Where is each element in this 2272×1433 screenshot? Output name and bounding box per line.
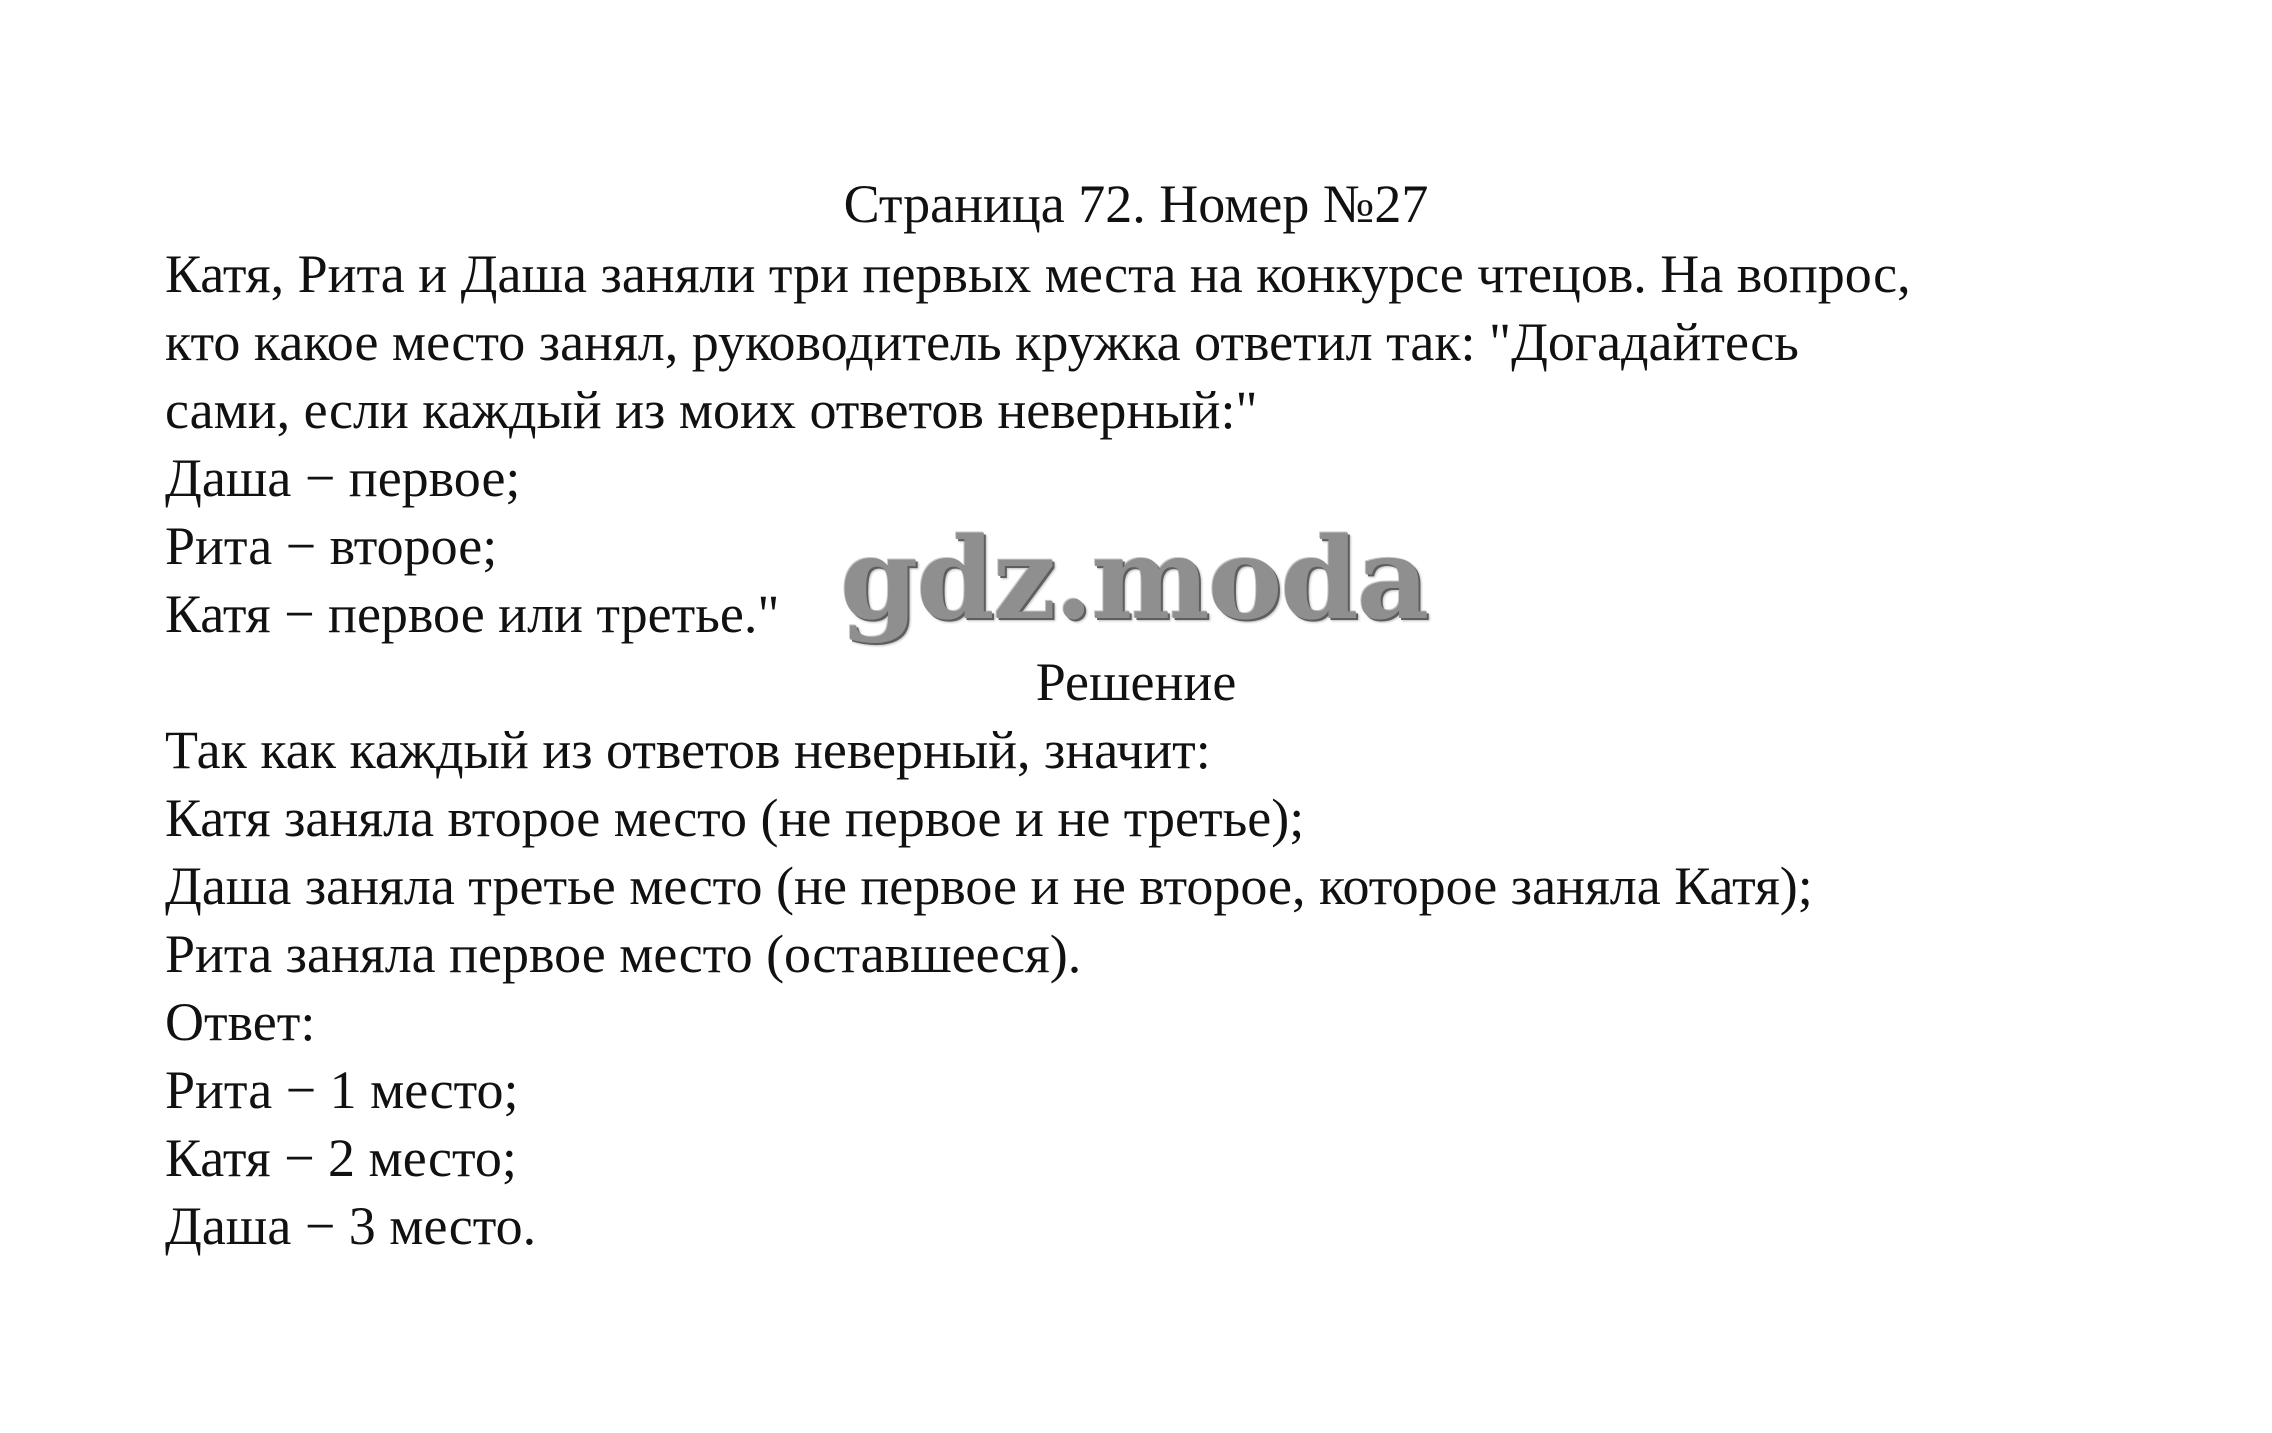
answer-line: Рита − 1 место; xyxy=(165,1060,519,1120)
problem-line: сами, если каждый из моих ответов неверный:" xyxy=(165,380,1258,440)
problem-line: Рита − второе; xyxy=(165,516,498,576)
watermark-logo: gdz.moda xyxy=(840,514,1428,645)
answer-line: Даша − 3 место. xyxy=(165,1196,537,1256)
page-title: Страница 72. Номер №27 xyxy=(843,174,1429,234)
solution-line: Рита заняла первое место (оставшееся). xyxy=(165,924,1082,984)
answer-heading: Ответ: xyxy=(165,992,316,1052)
problem-line: Катя − первое или третье." xyxy=(165,584,780,644)
answer-line: Катя − 2 место; xyxy=(165,1128,517,1188)
problem-line: Катя, Рита и Даша заняли три первых места на конкурсе чтецов. На вопрос, xyxy=(165,244,1911,304)
solution-line: Даша заняла третье место (не первое и не второе, которое заняла Катя); xyxy=(165,856,1813,916)
solution-line: Так как каждый из ответов неверный, значит: xyxy=(165,720,1211,780)
solution-heading: Решение xyxy=(1035,652,1237,712)
problem-line: кто какое место занял, руководитель кружка ответил так: "Догадайтесь xyxy=(165,312,1799,372)
problem-line: Даша − первое; xyxy=(165,448,521,508)
solution-line: Катя заняла второе место (не первое и не третье); xyxy=(165,788,1305,848)
